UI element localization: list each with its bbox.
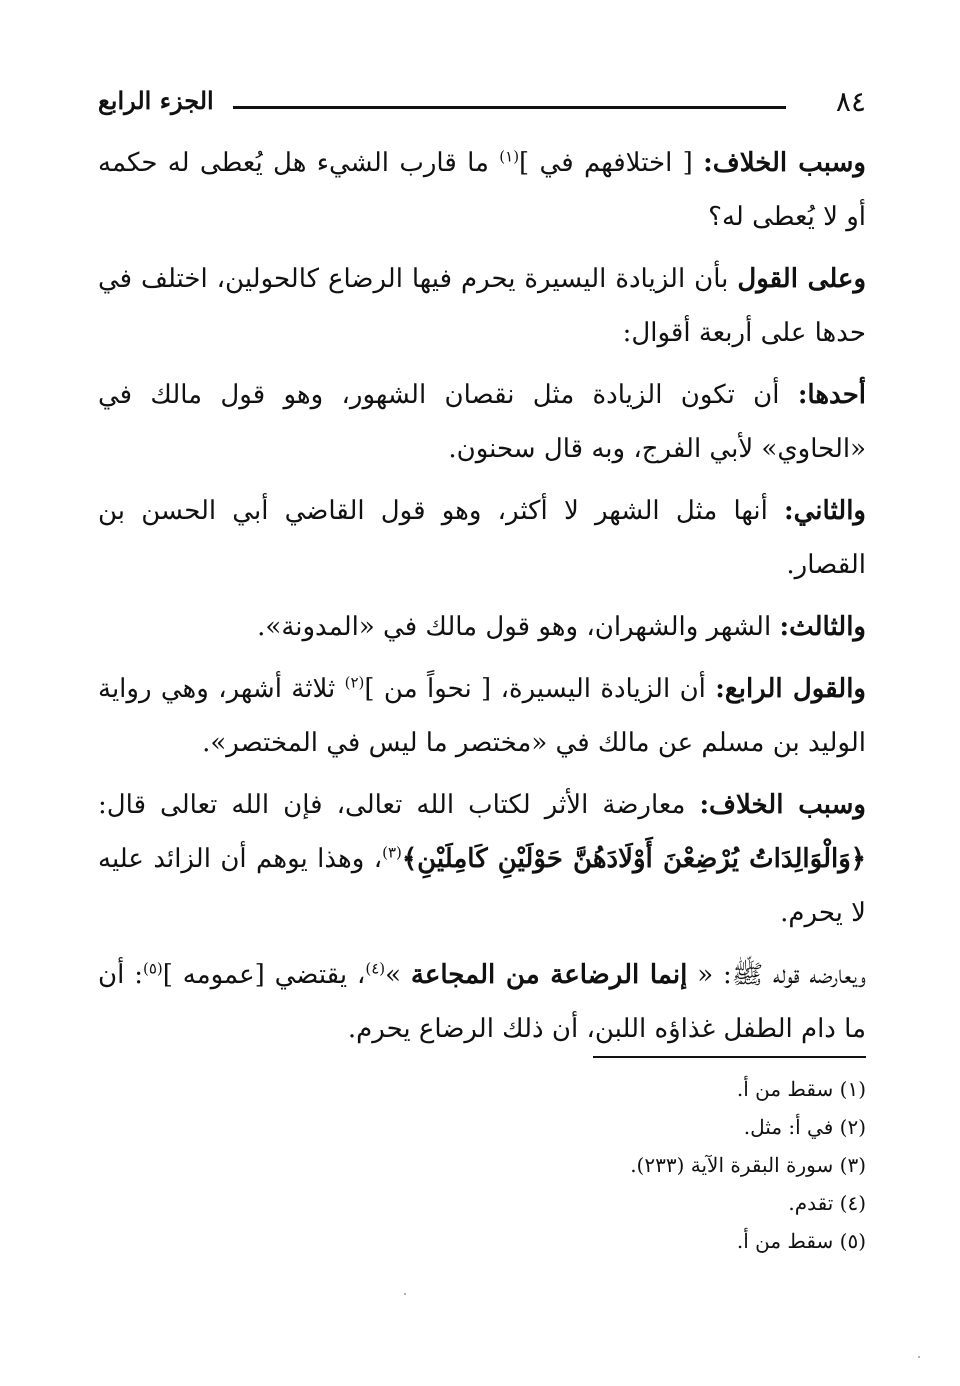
paragraph-text: معارضة الأثر لكتاب الله تعالى، فإن الله تعالى قال: [98,790,700,820]
paragraph-text: ثلاثة أشهر، وهي رواية الوليد بن مسلم عن مالك في «مختصر ما ليس في المختصر». [98,674,866,758]
paragraph-text: أنها مثل الشهر لا أكثر، وهو قول القاضي أبي الحسن بن القصار. [98,496,866,580]
footnote-item: (٤) تقدم. [788,1191,866,1215]
footnote-ref-4[interactable]: (٤) [365,959,386,978]
footnote-item: (١) سقط من أ. [736,1077,866,1101]
header-rule [233,106,786,109]
footnote-separator [593,1056,866,1058]
paragraph-fourth-opinion [98,662,866,770]
scan-speck [918,1356,920,1358]
footnote-item: (٥) سقط من أ. [736,1229,866,1253]
paragraph-text: أن تكون الزيادة مثل نقصان الشهور، وهو قول مالك في «الحاوي» لأبي الفرج، وبه قال سحنون. [98,380,866,464]
paragraph-lead: وسبب الخلاف: [703,148,866,178]
paragraph-quran-evidence [98,778,866,940]
paragraph-lead: وعلى القول [737,264,867,294]
quran-quote: ﴿وَالْوَالِدَاتُ يُرْضِعْنَ أَوْلَادَهُنَّ حَوْلَيْنِ كَامِلَيْنِ﴾ [401,844,867,874]
footnote-item: (٣) سورة البقرة الآية (٢٣٣). [630,1153,866,1177]
paragraph-text: ويعارضه قوله ﷺ: « [687,960,866,990]
paragraph-lead: والثاني: [784,496,866,526]
main-text [98,136,866,1064]
paragraph-text: أن الزيادة اليسيرة، [ نحواً من ] [364,674,716,704]
paragraph-third-opinion [98,600,866,654]
paragraph-text: [ اختلافهم في ] [519,148,704,178]
footnote-ref-3[interactable]: (٣) [382,843,402,862]
paragraph-text: الشهر والشهران، وهو قول مالك في «المدونة». [257,612,780,642]
scan-speck [404,1293,406,1295]
paragraph-text: ، وهذا يوهم أن الزائد عليه لا يحرم. [98,844,866,928]
paragraph-lead: والقول الرابع: [715,674,866,704]
paragraph-opinions-intro [98,252,866,360]
paragraph-second-opinion [98,484,866,592]
paragraph-lead: وسبب الخلاف: [699,790,866,820]
footnote-ref-2[interactable]: (٢) [344,673,365,692]
footnote-item: (٢) في أ: مثل. [743,1115,866,1139]
paragraph-lead: والثالث: [779,612,866,642]
paragraph-first-opinion [98,368,866,476]
paragraph-lead: أحدها: [797,380,866,410]
hadith-quote: إنما الرضاعة من المجاعة [410,960,688,990]
paragraph-text: بأن الزيادة اليسيرة يحرم فيها الرضاع كالحولين، اختلف في حدها على أربعة أقوال: [98,264,866,348]
paragraph-text: : أن ما دام الطفل غذاؤه اللبن، أن ذلك الرضاع يحرم. [98,960,866,1044]
paragraph-reason-for-disagreement [98,136,866,244]
paragraph-hadith-evidence [98,948,866,1056]
page-header [98,84,866,124]
quote-close: » [385,960,411,990]
running-head: الجزء الرابع [98,86,214,115]
footnote-ref-1[interactable]: (١) [499,147,520,166]
footnote-ref-5[interactable]: (٥) [142,959,163,978]
page-number: ٨٤ [835,85,866,118]
paragraph-text: ، يقتضي [عمومه ] [162,960,366,990]
paragraph-text: ما قارب الشيء هل يُعطى له حكمه أو لا يُعطى له؟ [98,148,866,232]
footnotes [98,1070,866,1260]
